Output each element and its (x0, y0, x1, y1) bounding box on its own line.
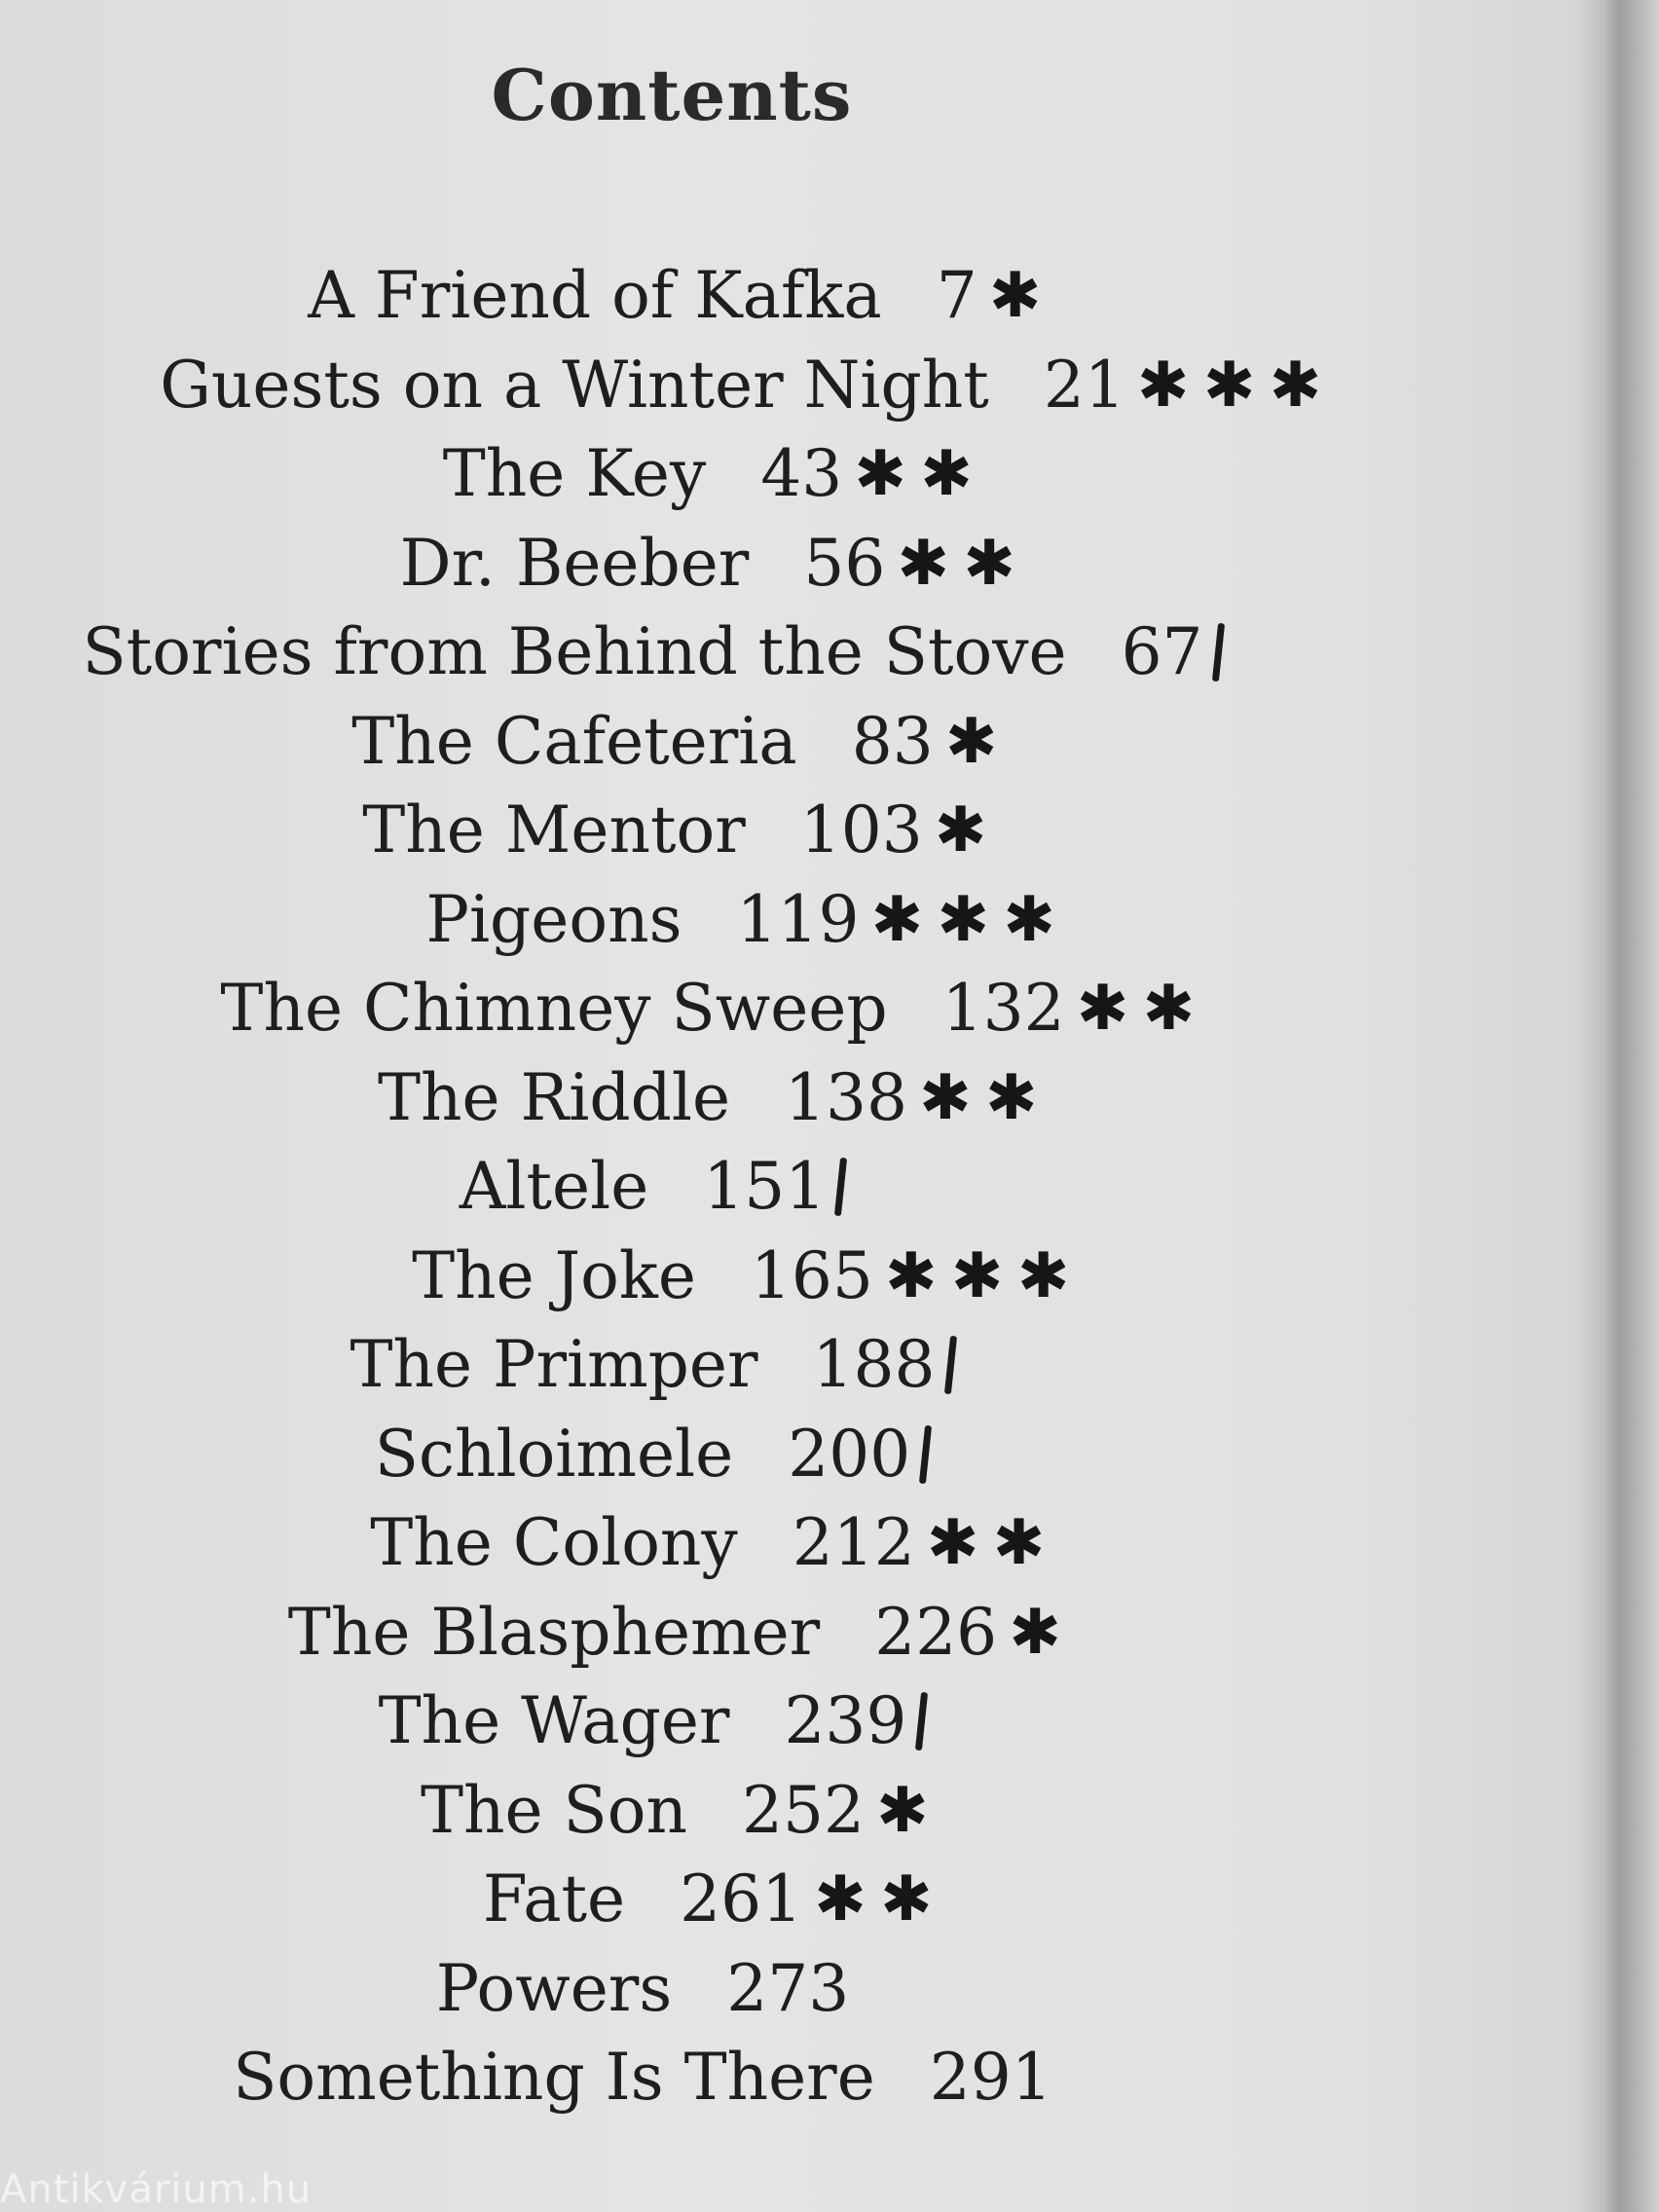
entry-page: 165 (750, 1237, 873, 1313)
entry-page: 21 (1043, 347, 1125, 423)
handwritten-mark (897, 529, 1012, 599)
entry-title: The Chimney Sweep (220, 971, 888, 1046)
entry-title: Pigeons (425, 881, 682, 957)
pencil-asterisk-mark: ✱ ✱ (854, 438, 969, 510)
toc-entry (0, 1677, 1659, 1766)
entry-title: Fate (482, 1862, 626, 1936)
pencil-asterisk-mark: ✱ (934, 794, 983, 866)
entry-title: Something Is There (233, 2040, 875, 2115)
pencil-asterisk-mark: ✱ ✱ ✱ (1136, 349, 1318, 422)
entry-title: Powers (435, 1950, 673, 2026)
handwritten-mark (947, 1330, 954, 1400)
handwritten-mark (919, 1063, 1034, 1133)
handwritten-mark (918, 1686, 925, 1756)
pencil-tick-mark (834, 1158, 847, 1216)
entry-page: 83 (851, 703, 934, 779)
entry-title: Stories from Behind the Stove (82, 614, 1067, 689)
pencil-asterisk-mark: ✱ ✱ ✱ (870, 883, 1051, 956)
pencil-asterisk-mark: ✱ (988, 260, 1038, 332)
entry-title: The Riddle (377, 1059, 731, 1135)
toc-entry (0, 341, 1659, 430)
entry-page: 226 (874, 1594, 998, 1670)
entry-page: 151 (703, 1149, 827, 1224)
toc-entry (0, 1053, 1659, 1143)
entry-page: 132 (941, 971, 1065, 1046)
entry-page: 273 (726, 1950, 850, 2026)
entry-page: 103 (799, 793, 923, 867)
entry-page: 239 (784, 1683, 907, 1758)
entry-page: 43 (760, 436, 843, 511)
toc-entry (0, 1944, 1659, 2034)
toc-entry (0, 1410, 1659, 1499)
handwritten-mark (837, 1152, 844, 1222)
entry-title: A Friend of Kafka (308, 258, 882, 333)
pencil-tick-mark (943, 1336, 956, 1394)
pencil-asterisk-mark: ✱ ✱ (919, 1061, 1034, 1134)
toc-entry (0, 1142, 1659, 1232)
handwritten-mark (870, 885, 1051, 955)
toc-entry (0, 964, 1659, 1053)
entry-title: The Cafeteria (351, 703, 797, 779)
entry-title: Guests on a Winter Night (160, 347, 989, 423)
handwritten-mark (989, 261, 1038, 331)
entry-title: The Key (442, 436, 707, 511)
entry-page: 212 (792, 1505, 915, 1580)
entry-page: 261 (680, 1862, 803, 1936)
table-of-contents (0, 251, 1659, 2120)
entry-page: 188 (812, 1327, 936, 1402)
pencil-asterisk-mark: ✱ (944, 705, 994, 778)
toc-entry (0, 786, 1659, 875)
pencil-asterisk-mark: ✱ ✱ (926, 1507, 1042, 1579)
handwritten-mark (1137, 350, 1317, 421)
handwritten-mark (814, 1864, 929, 1935)
handwritten-mark (1077, 974, 1192, 1044)
entry-page: 119 (736, 881, 860, 957)
pencil-asterisk-mark: ✱ (876, 1774, 925, 1847)
pencil-tick-mark (1211, 623, 1224, 682)
handwritten-mark (935, 795, 983, 866)
handwritten-mark (885, 1241, 1065, 1311)
handwritten-mark (854, 439, 969, 509)
toc-entry (0, 608, 1659, 697)
entry-page: 67 (1121, 614, 1203, 689)
toc-entry (0, 1320, 1659, 1410)
toc-entry (0, 429, 1659, 519)
pencil-asterisk-mark: ✱ ✱ (814, 1863, 929, 1936)
handwritten-mark (1215, 617, 1222, 687)
entry-page: 291 (929, 2040, 1052, 2115)
entry-title: The Blasphemer (287, 1594, 821, 1670)
entry-title: The Son (420, 1772, 688, 1848)
entry-title: Dr. Beeber (399, 525, 750, 601)
toc-entry (0, 1498, 1659, 1588)
toc-entry (0, 875, 1659, 965)
toc-entry (0, 1232, 1659, 1321)
toc-entry (0, 251, 1659, 341)
toc-entry (0, 1855, 1659, 1944)
entry-page: 138 (785, 1059, 908, 1135)
entry-title: The Joke (412, 1237, 696, 1313)
toc-entry (0, 519, 1659, 608)
page-title: Contents (491, 54, 853, 136)
entry-title: The Wager (378, 1683, 730, 1758)
entry-title: The Mentor (362, 793, 746, 867)
entry-title: Schloimele (374, 1416, 734, 1492)
entry-page: 7 (936, 258, 977, 333)
handwritten-mark (1009, 1598, 1057, 1668)
pencil-asterisk-mark: ✱ (1009, 1596, 1057, 1669)
entry-title: The Primper (350, 1327, 758, 1402)
entry-title: Altele (459, 1149, 649, 1224)
handwritten-mark (927, 1508, 1042, 1578)
pencil-asterisk-mark: ✱ ✱ (897, 527, 1012, 600)
pencil-tick-mark (915, 1692, 928, 1751)
handwritten-mark (922, 1419, 929, 1490)
toc-entry (0, 1766, 1659, 1856)
pencil-asterisk-mark: ✱ ✱ ✱ (884, 1239, 1066, 1312)
toc-entry (0, 2033, 1659, 2122)
handwritten-mark (945, 707, 994, 777)
pencil-tick-mark (919, 1424, 932, 1483)
handwritten-mark (876, 1776, 925, 1846)
toc-entry (0, 697, 1659, 787)
entry-page: 56 (803, 525, 886, 601)
entry-title: The Colony (370, 1505, 738, 1580)
entry-page: 200 (788, 1416, 911, 1492)
pencil-asterisk-mark: ✱ ✱ (1076, 973, 1192, 1045)
toc-entry (0, 1588, 1659, 1677)
watermark: Antikvárium.hu (0, 2167, 313, 2212)
entry-page: 252 (742, 1772, 865, 1848)
